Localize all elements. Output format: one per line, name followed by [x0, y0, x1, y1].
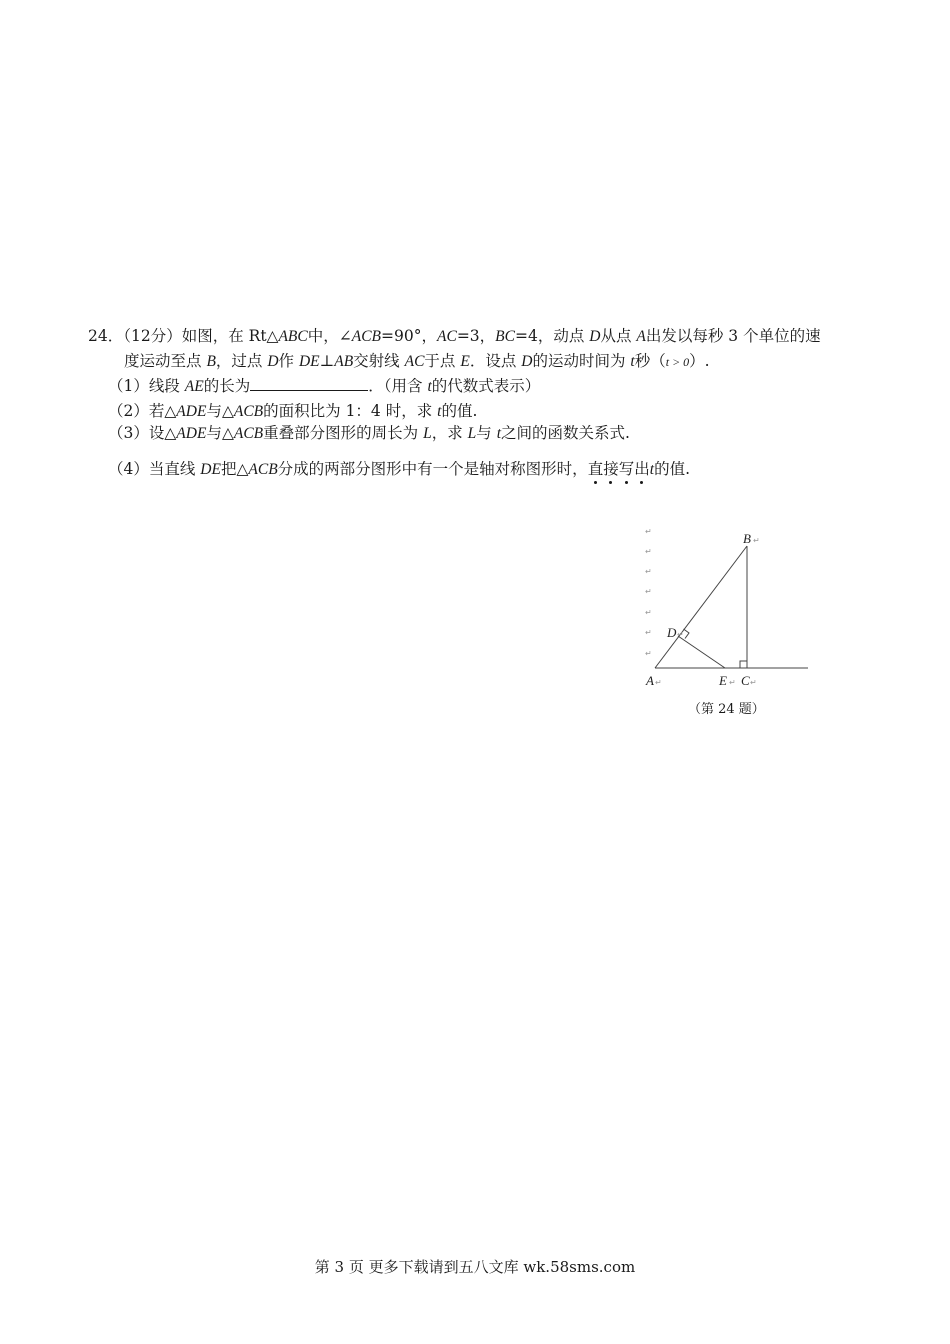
paragraph-mark: ↵ [645, 649, 652, 658]
paragraph-mark: ↵ [753, 536, 760, 545]
answer-blank[interactable] [250, 376, 368, 391]
paragraph-mark: ↵ [645, 628, 652, 637]
label-a: A [646, 673, 654, 688]
part-2: （2）若△ADE与△ACB的面积比为 1：4 时，求 t的值. [108, 402, 478, 420]
paragraph-mark: ↵ [645, 608, 652, 617]
triangle-figure [640, 522, 820, 694]
part-4: （4）当直线 DE把△ACB分成的两部分图形中有一个是轴对称图形时，直接写出t的值. [108, 460, 690, 478]
paragraph-mark: ↵ [655, 678, 662, 687]
figure-caption: （第 24 题） [688, 702, 765, 717]
question-stem-line-2: 度运动至点 B，过点 D作 DE⊥AB交射线 AC于点 E．设点 D的运动时间为 t秒（t > 0）. [124, 352, 710, 370]
paragraph-mark: ↵ [645, 547, 652, 556]
segment-de [678, 636, 725, 668]
right-angle-mark-d [684, 629, 690, 639]
part-1: （1）线段 AE的长为 ．（用含 t的代数式表示） [108, 377, 541, 395]
paragraph-mark: ↵ [729, 678, 736, 687]
right-angle-mark-c [740, 661, 747, 668]
paragraph-mark: ↵ [677, 630, 684, 639]
label-c: C [741, 673, 750, 688]
label-e: E [719, 673, 727, 688]
paragraph-mark: ↵ [750, 678, 757, 687]
paragraph-mark: ↵ [645, 567, 652, 576]
side-ab [655, 546, 747, 668]
page-footer: 第 3 页 更多下载请到五八文库 wk.58sms.com [314, 1258, 636, 1276]
paragraph-mark: ↵ [645, 527, 652, 536]
part-3: （3）设△ADE与△ACB重叠部分图形的周长为 L，求 L与 t之间的函数关系式. [108, 424, 630, 442]
question-stem-line-1: 24．（12分）如图，在 Rt△ABC中，∠ACB=90°，AC=3，BC=4，动点 D从点 A出发以每秒 3 个单位的速 [88, 327, 821, 345]
paragraph-mark: ↵ [645, 587, 652, 596]
label-b: B [743, 531, 751, 546]
label-d: D [667, 625, 677, 640]
